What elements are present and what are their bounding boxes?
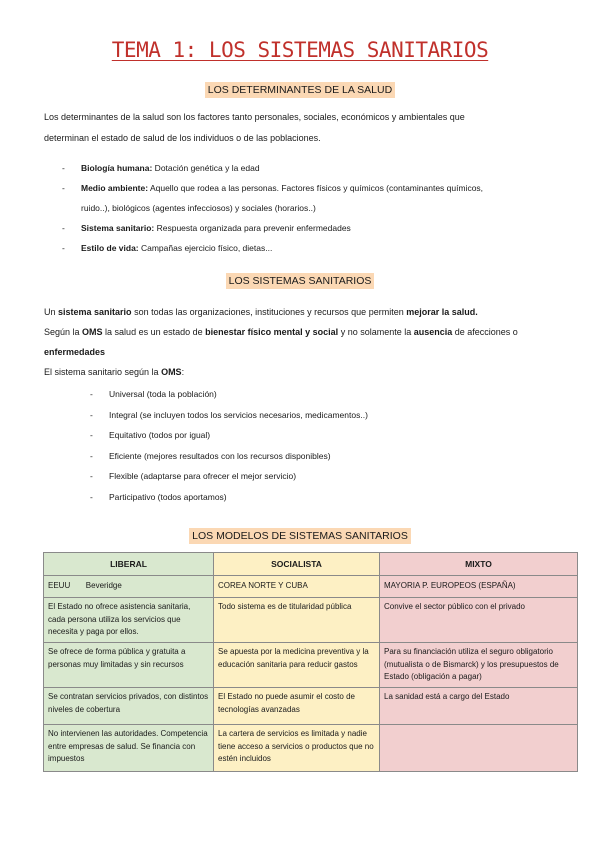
section-heading-sistemas: LOS SISTEMAS SANITARIOS bbox=[0, 275, 600, 287]
paragraph-line: El sistema sanitario según la OMS: bbox=[44, 367, 185, 377]
section-heading-modelos: LOS MODELOS DE SISTEMAS SANITARIOS bbox=[0, 530, 600, 542]
table-row bbox=[44, 688, 578, 725]
table-cell bbox=[380, 725, 578, 772]
table-row bbox=[44, 725, 578, 772]
table-cell: La sanidad está a cargo del Estado bbox=[380, 688, 578, 725]
header-socialista: SOCIALISTA bbox=[214, 553, 380, 576]
list-item: - Equitativo (todos por igual) bbox=[90, 430, 211, 440]
table-cell: COREA NORTE Y CUBA bbox=[214, 576, 380, 598]
list-item: - Integral (se incluyen todos los servicios necesarios, medicamentos..) bbox=[90, 409, 368, 420]
intro-line: Los determinantes de la salud son los factores tanto personales, sociales, económicos y ambientales que bbox=[44, 112, 465, 122]
list-item: - Sistema sanitario: Respuesta organizada para prevenir enfermedades bbox=[62, 223, 351, 233]
list-item: - Participativo (todos aportamos) bbox=[90, 491, 227, 502]
list-item: - Biología humana: Dotación genética y la edad bbox=[62, 163, 260, 173]
table-cell: Convive el sector público con el privado bbox=[380, 598, 578, 643]
table-cell: El Estado no ofrece asistencia sanitaria, cada persona utiliza los servicios que necesita y paga por ellos. bbox=[44, 598, 214, 643]
list-item: - Universal (toda la población) bbox=[90, 389, 217, 399]
table-row bbox=[44, 643, 578, 688]
table-row bbox=[44, 598, 578, 643]
table-cell: La cartera de servicios es limitada y nadie tiene acceso a servicios o productos que no estén incluidos bbox=[214, 725, 380, 772]
page-title: TEMA 1: LOS SISTEMAS SANITARIOS bbox=[111, 38, 489, 62]
section-heading-determinantes: LOS DETERMINANTES DE LA SALUD bbox=[0, 84, 600, 96]
table-cell: Se contratan servicios privados, con distintos niveles de cobertura bbox=[44, 688, 214, 725]
list-item: - Estilo de vida: Campañas ejercicio físico, dietas... bbox=[62, 243, 273, 253]
table-cell: El Estado no puede asumir el costo de tecnologías avanzadas bbox=[214, 688, 380, 725]
sistemas-paragraph bbox=[44, 302, 564, 382]
table-cell: EEUU Beveridge bbox=[44, 576, 214, 598]
table-header-row bbox=[44, 553, 578, 576]
paragraph-line: Según la OMS la salud es un estado de bienestar físico mental y social y no solamente la ausencia de afecciones o bbox=[44, 327, 518, 337]
list-item: - Eficiente (mejores resultados con los recursos disponibles) bbox=[90, 450, 331, 461]
table-cell: Se ofrece de forma pública y gratuita a personas muy limitadas y sin recursos bbox=[44, 643, 214, 688]
header-mixto: MIXTO bbox=[380, 553, 578, 576]
list-item: - Medio ambiente: Aquello que rodea a las personas. Factores físicos y químicos (contaminantes químicos, bbox=[62, 183, 484, 193]
paragraph-line: enfermedades bbox=[44, 347, 106, 357]
table-row bbox=[44, 576, 578, 598]
list-item: - Flexible (adaptarse para ofrecer el mejor servicio) bbox=[90, 471, 297, 481]
paragraph-line: Un sistema sanitario son todas las organizaciones, instituciones y recursos que permiten mejorar la salud. bbox=[44, 307, 478, 317]
oms-list bbox=[90, 384, 510, 507]
header-liberal: LIBERAL bbox=[44, 553, 214, 576]
intro-line: determinan el estado de salud de los individuos o de las poblaciones. bbox=[44, 133, 321, 143]
table-cell: Se apuesta por la medicina preventiva y la educación sanitaria para reducir gastos bbox=[214, 643, 380, 688]
models-table bbox=[43, 552, 578, 772]
list-item-continuation: ruido..), biológicos (agentes infecciosos) y sociales (horarios..) bbox=[81, 203, 316, 213]
table-cell: MAYORIA P. EUROPEOS (ESPAÑA) bbox=[380, 576, 578, 598]
determinants-list bbox=[62, 158, 562, 258]
table-cell: Todo sistema es de titularidad pública bbox=[214, 598, 380, 643]
intro-paragraph bbox=[44, 107, 564, 149]
table-cell: Para su financiación utiliza el seguro obligatorio (mutualista o de Bismarck) y los presupuestos de Estado (obligación a pagar) bbox=[380, 643, 578, 688]
table-cell: No intervienen las autoridades. Competencia entre empresas de salud. Se financia con impuestos bbox=[44, 725, 214, 772]
